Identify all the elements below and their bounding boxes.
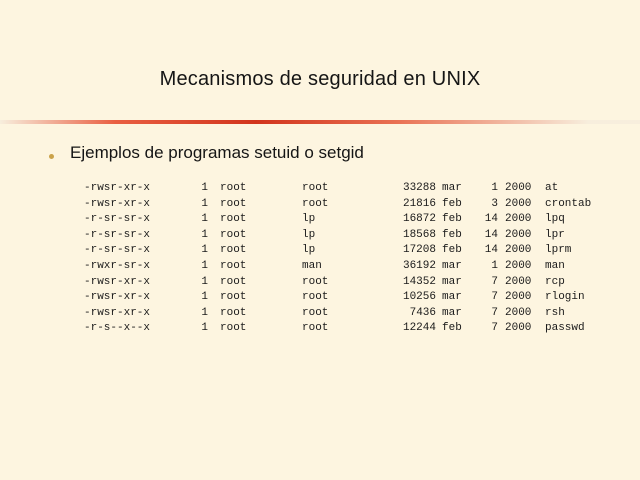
file-listing bbox=[84, 181, 591, 337]
title-divider bbox=[0, 120, 640, 124]
listing-cell-owner: root bbox=[220, 213, 247, 226]
listing-cell-group: lp bbox=[302, 213, 316, 226]
listing-cell-group: lp bbox=[302, 244, 316, 257]
listing-cell-perm: -r-sr-sr-x bbox=[84, 228, 151, 241]
listing-row bbox=[84, 321, 591, 337]
listing-cell-links: 1 bbox=[201, 182, 208, 194]
listing-cell-month: mar bbox=[442, 291, 462, 304]
listing-cell-size: 17208 bbox=[402, 244, 436, 257]
listing-cell-links: 1 bbox=[201, 213, 208, 226]
listing-cell-perm: -r-sr-sr-x bbox=[84, 244, 151, 257]
listing-cell-month: feb bbox=[442, 197, 462, 210]
listing-cell-links: 1 bbox=[201, 306, 208, 319]
listing-cell-links: 1 bbox=[201, 244, 208, 257]
listing-cell-group: root bbox=[302, 275, 329, 288]
listing-cell-day: 14 bbox=[484, 228, 498, 241]
listing-cell-name: lpr bbox=[545, 228, 565, 241]
listing-cell-day: 7 bbox=[491, 306, 498, 319]
page-title: Mecanismos de seguridad en UNIX bbox=[159, 68, 481, 90]
listing-cell-group: root bbox=[302, 306, 329, 319]
listing-cell-perm: -rwsr-xr-x bbox=[84, 275, 151, 288]
listing-cell-size: 16872 bbox=[402, 213, 436, 226]
listing-cell-month: mar bbox=[442, 306, 462, 319]
listing-cell-perm: -rwsr-xr-x bbox=[84, 197, 151, 210]
listing-cell-perm: -rwsr-xr-x bbox=[84, 291, 151, 304]
listing-cell-year: 2000 bbox=[505, 275, 532, 288]
listing-cell-day: 1 bbox=[491, 259, 498, 272]
listing-cell-year: 2000 bbox=[505, 306, 532, 319]
listing-cell-perm: -r-sr-sr-x bbox=[84, 213, 151, 226]
listing-cell-owner: root bbox=[220, 322, 247, 335]
listing-cell-month: feb bbox=[442, 213, 462, 226]
listing-cell-month: mar bbox=[442, 182, 462, 194]
listing-cell-day: 14 bbox=[484, 244, 498, 257]
listing-cell-size: 14352 bbox=[402, 275, 436, 288]
listing-row bbox=[84, 306, 591, 322]
listing-cell-group: root bbox=[302, 291, 329, 304]
listing-row bbox=[84, 259, 591, 275]
listing-cell-year: 2000 bbox=[505, 244, 532, 257]
listing-cell-perm: -rwxr-sr-x bbox=[84, 259, 151, 272]
bullet-item bbox=[48, 143, 364, 163]
listing-cell-perm: -rwsr-xr-x bbox=[84, 306, 151, 319]
listing-cell-owner: root bbox=[220, 291, 247, 304]
listing-cell-owner: root bbox=[220, 244, 247, 257]
listing-cell-links: 1 bbox=[201, 228, 208, 241]
bullet-dot-icon bbox=[48, 152, 58, 162]
listing-cell-owner: root bbox=[220, 182, 247, 194]
listing-cell-size: 36192 bbox=[402, 259, 436, 272]
listing-cell-year: 2000 bbox=[505, 291, 532, 304]
listing-cell-day: 7 bbox=[491, 322, 498, 335]
listing-cell-size: 33288 bbox=[402, 182, 436, 194]
listing-cell-owner: root bbox=[220, 275, 247, 288]
listing-cell-year: 2000 bbox=[505, 213, 532, 226]
listing-cell-group: root bbox=[302, 322, 329, 335]
listing-row bbox=[84, 243, 591, 259]
listing-cell-links: 1 bbox=[201, 197, 208, 210]
listing-cell-day: 3 bbox=[491, 197, 498, 210]
listing-cell-perm: -rwsr-xr-x bbox=[84, 182, 151, 194]
listing-cell-day: 7 bbox=[491, 275, 498, 288]
listing-cell-links: 1 bbox=[201, 259, 208, 272]
listing-cell-year: 2000 bbox=[505, 182, 532, 194]
listing-cell-name: lpq bbox=[545, 213, 565, 226]
listing-row bbox=[84, 275, 591, 291]
listing-cell-group: man bbox=[302, 259, 322, 272]
listing-cell-year: 2000 bbox=[505, 322, 532, 335]
listing-cell-owner: root bbox=[220, 228, 247, 241]
listing-cell-name: man bbox=[545, 259, 565, 272]
listing-cell-owner: root bbox=[220, 306, 247, 319]
listing-cell-links: 1 bbox=[201, 291, 208, 304]
listing-cell-name: lprm bbox=[545, 244, 572, 257]
listing-cell-year: 2000 bbox=[505, 259, 532, 272]
listing-cell-name: passwd bbox=[545, 322, 585, 335]
listing-cell-size: 7436 bbox=[409, 306, 436, 319]
listing-cell-month: feb bbox=[442, 228, 462, 241]
listing-cell-size: 12244 bbox=[402, 322, 436, 335]
listing-cell-size: 21816 bbox=[402, 197, 436, 210]
listing-row bbox=[84, 181, 591, 197]
listing-cell-month: mar bbox=[442, 259, 462, 272]
listing-cell-name: crontab bbox=[545, 197, 592, 210]
bullet-item-label: Ejemplos de programas setuid o setgid bbox=[70, 143, 364, 162]
listing-cell-owner: root bbox=[220, 259, 247, 272]
listing-cell-links: 1 bbox=[201, 322, 208, 335]
listing-cell-day: 14 bbox=[484, 213, 498, 226]
listing-cell-links: 1 bbox=[201, 275, 208, 288]
listing-cell-group: root bbox=[302, 197, 329, 210]
listing-cell-group: root bbox=[302, 182, 329, 194]
listing-cell-size: 10256 bbox=[402, 291, 436, 304]
listing-row bbox=[84, 290, 591, 306]
listing-cell-year: 2000 bbox=[505, 228, 532, 241]
listing-cell-owner: root bbox=[220, 197, 247, 210]
listing-cell-month: feb bbox=[442, 322, 462, 335]
listing-cell-name: rcp bbox=[545, 275, 565, 288]
listing-cell-size: 18568 bbox=[402, 228, 436, 241]
listing-cell-name: rlogin bbox=[545, 291, 585, 304]
listing-cell-group: lp bbox=[302, 228, 316, 241]
listing-cell-name: rsh bbox=[545, 306, 565, 319]
listing-cell-day: 7 bbox=[491, 291, 498, 304]
listing-cell-name: at bbox=[545, 182, 559, 194]
listing-cell-day: 1 bbox=[491, 182, 498, 194]
listing-cell-month: mar bbox=[442, 275, 462, 288]
listing-cell-year: 2000 bbox=[505, 197, 532, 210]
listing-cell-month: feb bbox=[442, 244, 462, 257]
listing-row bbox=[84, 197, 591, 213]
listing-row bbox=[84, 228, 591, 244]
listing-cell-perm: -r-s--x--x bbox=[84, 322, 151, 335]
listing-row bbox=[84, 212, 591, 228]
